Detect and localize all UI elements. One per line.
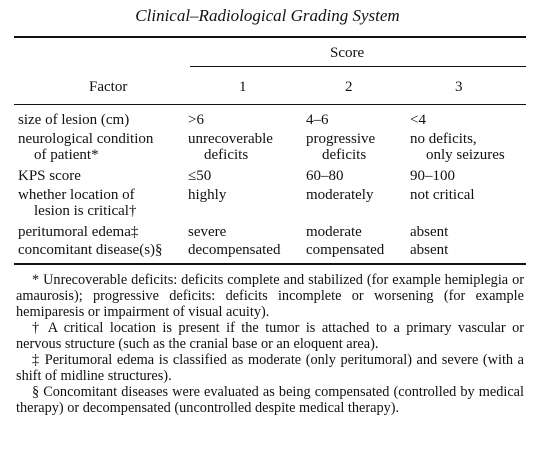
row-5-factor: peritumoral edema‡: [18, 224, 139, 240]
score-header: Score: [330, 45, 365, 61]
factor-header: Factor: [89, 79, 128, 95]
row-5-score-3: absent: [410, 224, 449, 240]
row-3-score-2: 60–80: [306, 168, 344, 184]
footnote-deficits: * Unrecoverable deficits: deficits complete and stabilized (for example hemiplegia or amaurosis); progressive deficits: deficits incomplete or worsening (for example hemiparesis or impairment of visual acuity).: [16, 272, 524, 320]
score-underline: [190, 66, 526, 67]
row-5-score-2: moderate: [306, 224, 362, 240]
row-3-score-3: 90–100: [410, 168, 455, 184]
row-5-score-1: severe: [188, 224, 227, 240]
row-4-score-3: not critical: [410, 187, 475, 203]
row-3-score-1: ≤50: [188, 168, 212, 184]
footnote-critical-location: † A critical location is present if the tumor is attached to a primary vascular or nervous structure (such as the cranial base or an eloquent area).: [16, 320, 524, 352]
row-4-score-1: highly: [188, 187, 227, 203]
row-1-score-1: >6: [188, 112, 204, 128]
footnote-concomitant: § Concomitant diseases were evaluated as being compensated (controlled by medical therapy) or decompensated (uncontrolled despite medical therapy).: [16, 384, 524, 416]
row-4-score-2: moderately: [306, 187, 374, 203]
row-4-factor: whether location of lesion is critical†: [18, 187, 137, 219]
row-3-factor: KPS score: [18, 168, 81, 184]
row-6-score-1: decompensated: [188, 242, 281, 258]
score-1-header: 1: [239, 79, 247, 95]
header-rule: [14, 104, 526, 105]
footnotes: [16, 272, 524, 416]
row-2-score-1: unrecoverable deficits: [188, 131, 273, 163]
row-1-factor: size of lesion (cm): [18, 112, 130, 128]
table-title: Clinical–Radiological Grading System: [135, 6, 400, 25]
row-1-score-2: 4–6: [306, 112, 329, 128]
footnote-edema: ‡ Peritumoral edema is classified as moderate (only peritumoral) and severe (with a shift of midline structures).: [16, 352, 524, 384]
row-1-score-3: <4: [410, 112, 426, 128]
row-2-factor: neurological condition of patient*: [18, 131, 154, 163]
row-2-score-2: progressive deficits: [306, 131, 376, 163]
row-6-score-2: compensated: [306, 242, 385, 258]
row-6-score-3: absent: [410, 242, 449, 258]
row-2-score-3: no deficits, only seizures: [410, 131, 505, 163]
score-2-header: 2: [345, 79, 353, 95]
row-6-factor: concomitant disease(s)§: [18, 242, 163, 258]
top-rule: [14, 36, 526, 38]
score-3-header: 3: [455, 79, 463, 95]
bottom-rule: [14, 263, 526, 265]
